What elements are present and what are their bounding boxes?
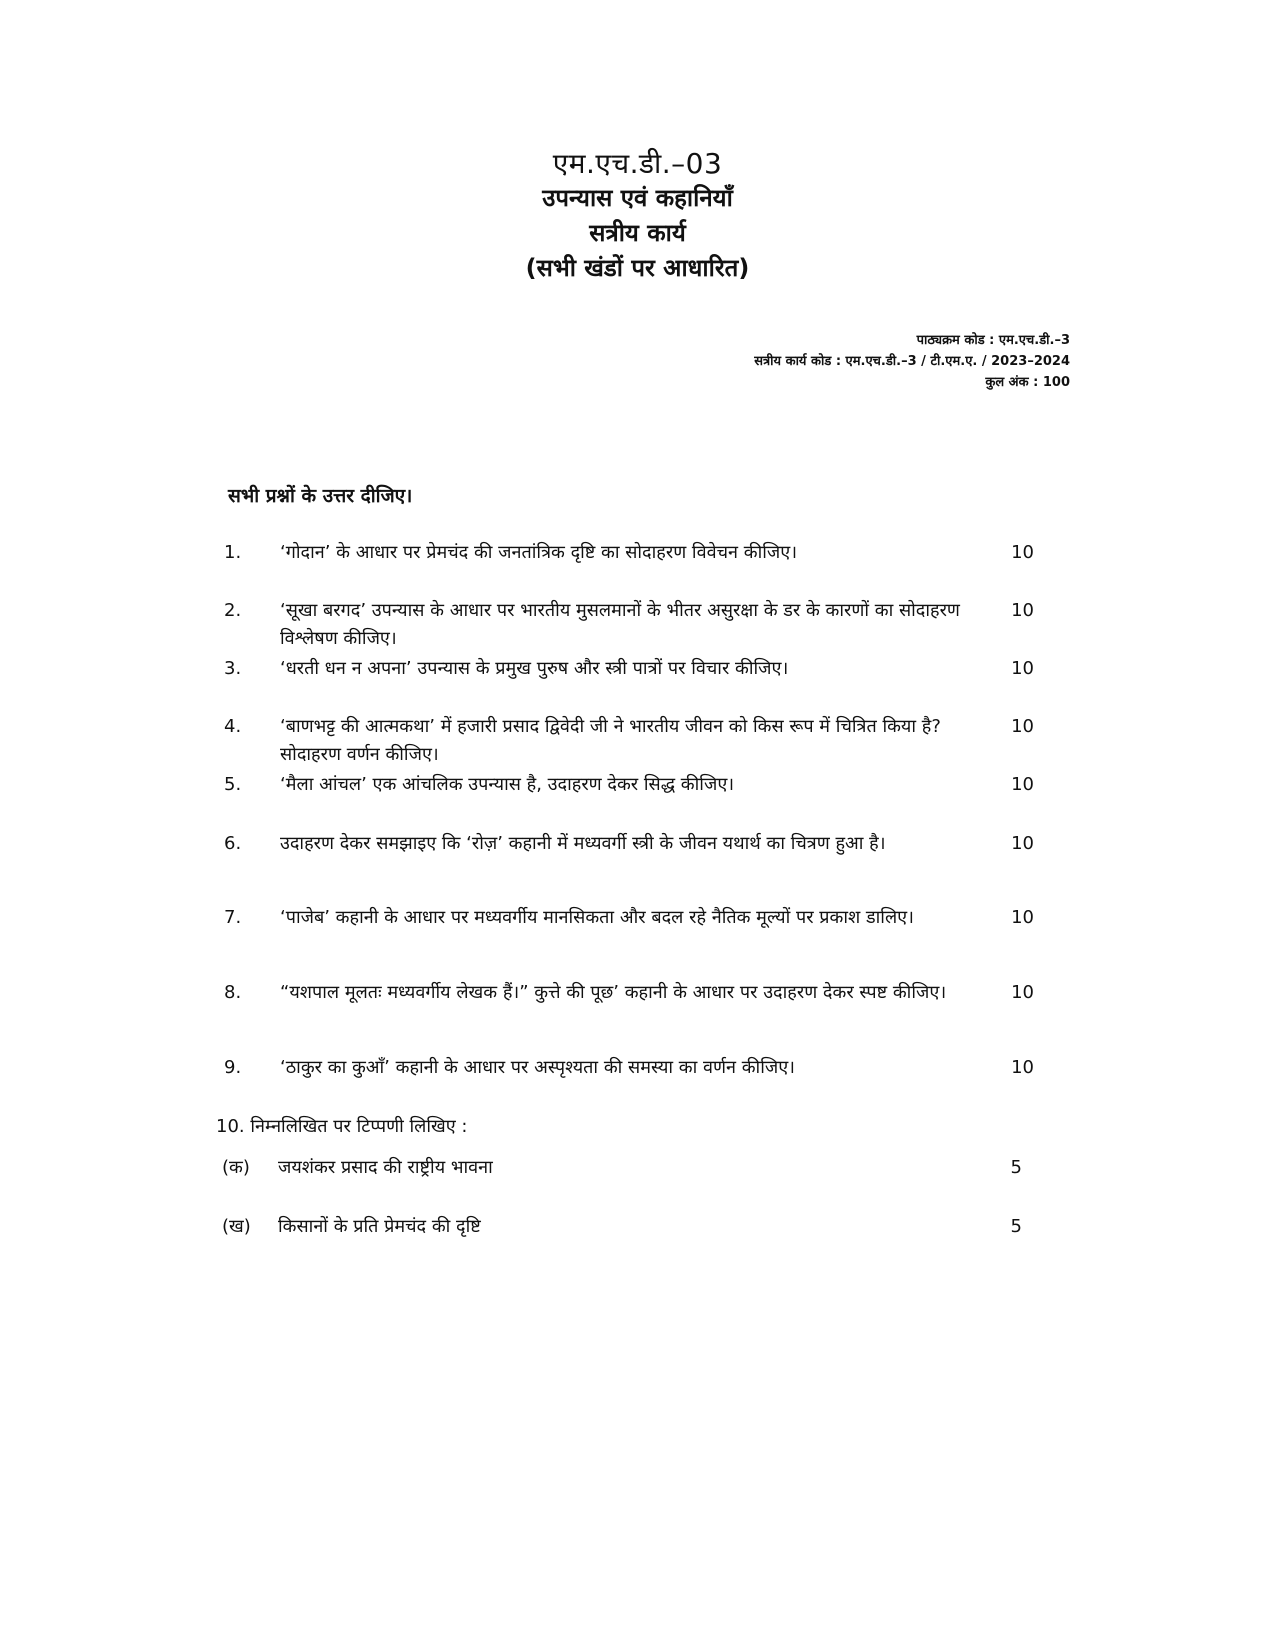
part-marks: 5 (1010, 1216, 1022, 1237)
question-marks: 10 (1011, 658, 1034, 679)
question-number: 1. (224, 542, 242, 563)
assignment-scope: (सभी खंडों पर आधारित) (525, 254, 750, 282)
question-text: ‘सूखा बरगद’ उपन्यास के आधार पर भारतीय मुसलमानों के भीतर असुरक्षा के डर के कारणों का सोदाहरण विश्लेषण कीजिए। (280, 600, 960, 649)
question-text: “यशपाल मूलतः मध्यवर्गीय लेखक हैं।” कुत्ते की पूछ’ कहानी के आधार पर उदाहरण देकर स्पष्ट कीजिए। (280, 982, 947, 1003)
part-text: जयशंकर प्रसाद की राष्ट्रीय भावना (278, 1157, 493, 1178)
question-marks: 10 (1011, 907, 1034, 928)
question-text: ‘बाणभट्ट की आत्मकथा’ में हजारी प्रसाद द्विवेदी जी ने भारतीय जीवन को किस रूप में चित्रित किया है? सोदाहरण वर्णन कीजिए। (280, 716, 941, 765)
question-10-part-a (222, 1154, 1022, 1182)
course-code-title: एम.एच.डी.–03 (552, 147, 723, 180)
part-marks: 5 (1010, 1157, 1022, 1178)
total-marks: कुल अंक : 100 (985, 375, 1070, 390)
question-8 (224, 979, 1034, 1007)
question-2 (224, 597, 1034, 653)
question-number: 3. (224, 658, 242, 679)
question-number: 9. (224, 1057, 242, 1078)
part-label: (क) (222, 1157, 250, 1178)
question-marks: 10 (1011, 542, 1034, 563)
question-number: 4. (224, 716, 242, 737)
question-text: ‘ठाकुर का कुआँ’ कहानी के आधार पर अस्पृश्यता की समस्या का वर्णन कीजिए। (280, 1057, 795, 1078)
question-number: 2. (224, 600, 242, 621)
course-name: उपन्यास एवं कहानियाँ (542, 184, 733, 212)
course-code: पाठ्यक्रम कोड : एम.एच.डी.–3 (916, 333, 1070, 348)
question-number: 5. (224, 774, 242, 795)
question-text: ‘गोदान’ के आधार पर प्रेमचंद की जनतांत्रिक दृष्टि का सोदाहरण विवेचन कीजिए। (280, 542, 798, 563)
question-marks: 10 (1011, 774, 1034, 795)
question-10-part-b (222, 1213, 1022, 1241)
question-1 (224, 539, 1034, 567)
question-marks: 10 (1011, 600, 1034, 621)
assignment-code: सत्रीय कार्य कोड : एम.एच.डी.–3 / टी.एम.ए. / 2023–2024 (754, 354, 1070, 369)
part-label: (ख) (222, 1216, 251, 1237)
instruction: सभी प्रश्नों के उत्तर दीजिए। (228, 485, 413, 507)
question-7 (224, 904, 1034, 932)
question-9 (224, 1054, 1034, 1082)
question-number: 8. (224, 982, 242, 1003)
question-text: ‘धरती धन न अपना’ उपन्यास के प्रमुख पुरुष और स्त्री पात्रों पर विचार कीजिए। (280, 658, 789, 679)
question-text: ‘पाजेब’ कहानी के आधार पर मध्यवर्गीय मानसिकता और बदल रहे नैतिक मूल्यों पर प्रकाश डालिए। (280, 907, 914, 928)
question-5 (224, 771, 1034, 799)
question-text: ‘मैला आंचल’ एक आंचलिक उपन्यास है, उदाहरण देकर सिद्ध कीजिए। (280, 774, 735, 795)
part-text: किसानों के प्रति प्रेमचंद की दृष्टि (278, 1216, 481, 1237)
question-number: 6. (224, 833, 242, 854)
question-marks: 10 (1011, 982, 1034, 1003)
assignment-label: सत्रीय कार्य (589, 219, 686, 247)
question-10-heading: 10. निम्नलिखित पर टिप्पणी लिखिए : (216, 1116, 468, 1137)
document-title-block (0, 146, 1275, 286)
assignment-meta (754, 330, 1070, 393)
question-6 (224, 830, 1034, 858)
question-4 (224, 713, 1034, 769)
question-number: 7. (224, 907, 242, 928)
question-3 (224, 655, 1034, 683)
question-marks: 10 (1011, 716, 1034, 737)
question-text: उदाहरण देकर समझाइए कि ‘रोज़’ कहानी में मध्यवर्गी स्त्री के जीवन यथार्थ का चित्रण हुआ है। (280, 833, 886, 854)
question-marks: 10 (1011, 833, 1034, 854)
question-marks: 10 (1011, 1057, 1034, 1078)
